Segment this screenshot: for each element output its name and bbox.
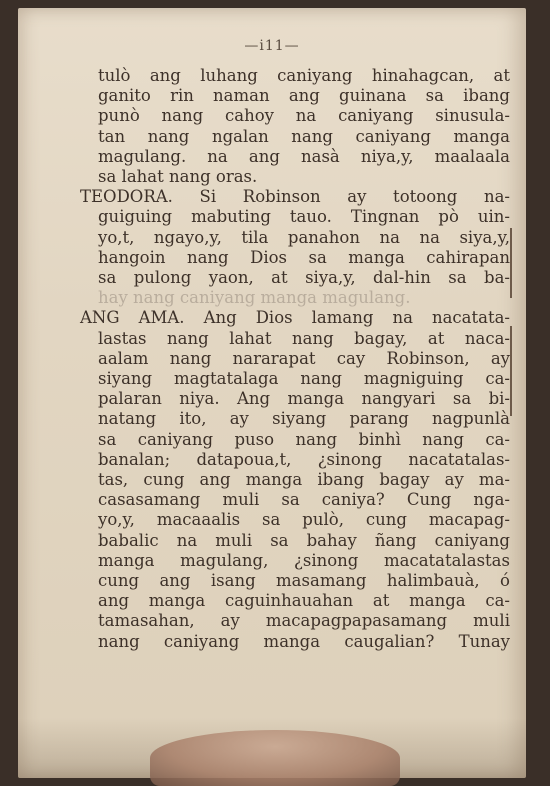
text-line: siyang magtatalaga nang magniguing ca- bbox=[98, 369, 510, 389]
text-line: casasamang muli sa caniya? Cung nga- bbox=[98, 490, 510, 510]
text-line: ang manga caguinhauahan at manga ca- bbox=[98, 591, 510, 611]
paragraph-start-teodora: TEODORA. Si Robinson ay totoong na- bbox=[80, 187, 510, 207]
text-line: sa caniyang puso nang binhì nang ca- bbox=[98, 429, 510, 449]
text-line: sa lahat nang oras. bbox=[98, 167, 258, 187]
text-line: babalic na muli sa bahay ñang caniyang bbox=[98, 530, 510, 550]
page-number-header: —i11— bbox=[244, 38, 300, 54]
page-body-text bbox=[80, 66, 510, 652]
text-line: sa pulong yaon, at siya,y, dal-hin sa ba- bbox=[98, 268, 510, 288]
text-line: tamasahan, ay macapagpapasamang muli bbox=[98, 611, 510, 631]
text-line: lastas nang lahat nang bagay, at naca- bbox=[98, 328, 510, 348]
text-line: yo,y, macaaalis sa pulò, cung macapag- bbox=[98, 510, 510, 530]
text-line: guiguing mabuting tauo. Tingnan pò uin- bbox=[98, 207, 510, 227]
page-edge-mark bbox=[510, 326, 524, 416]
page-edge-mark bbox=[510, 228, 524, 298]
text-line: yo,t, ngayo,y, tila panahon na na siya,y, bbox=[98, 227, 510, 247]
text-line: banalan; datapoua,t, ¿sinong nacatatalas- bbox=[98, 449, 510, 469]
paragraph-start-ang-ama: ANG AMA. Ang Dios lamang na nacatata- bbox=[80, 308, 510, 328]
thumb-holding-page bbox=[150, 730, 400, 786]
text-line: natang ito, ay siyang parang nagpunlà bbox=[98, 409, 510, 429]
text-line: ganito rin naman ang guinana sa ibang bbox=[98, 86, 510, 106]
text-line: tan nang ngalan nang caniyang manga bbox=[98, 126, 510, 146]
text-line: palaran niya. Ang manga nangyari sa bi- bbox=[98, 389, 510, 409]
text-line: hangoin nang Dios sa manga cahirapan bbox=[98, 247, 510, 267]
text-line: nang caniyang manga caugalian? Tunay bbox=[98, 631, 510, 651]
text-line: manga magulang, ¿sinong macatatalastas bbox=[98, 550, 510, 570]
text-line: aalam nang nararapat cay Robinson, ay bbox=[98, 348, 510, 368]
text-line: hay nang caniyang manga magulang. bbox=[98, 288, 411, 308]
text-line: punò nang cahoy na caniyang sinusula- bbox=[98, 106, 510, 126]
text-line: magulang. na ang nasà niya,y, maalaala bbox=[98, 146, 510, 166]
text-line: cung ang isang masamang halimbauà, ó bbox=[98, 571, 510, 591]
text-line: tulò ang luhang caniyang hinahagcan, at bbox=[98, 66, 510, 85]
book-page bbox=[18, 8, 526, 778]
text-line: tas, cung ang manga ibang bagay ay ma- bbox=[98, 470, 510, 490]
